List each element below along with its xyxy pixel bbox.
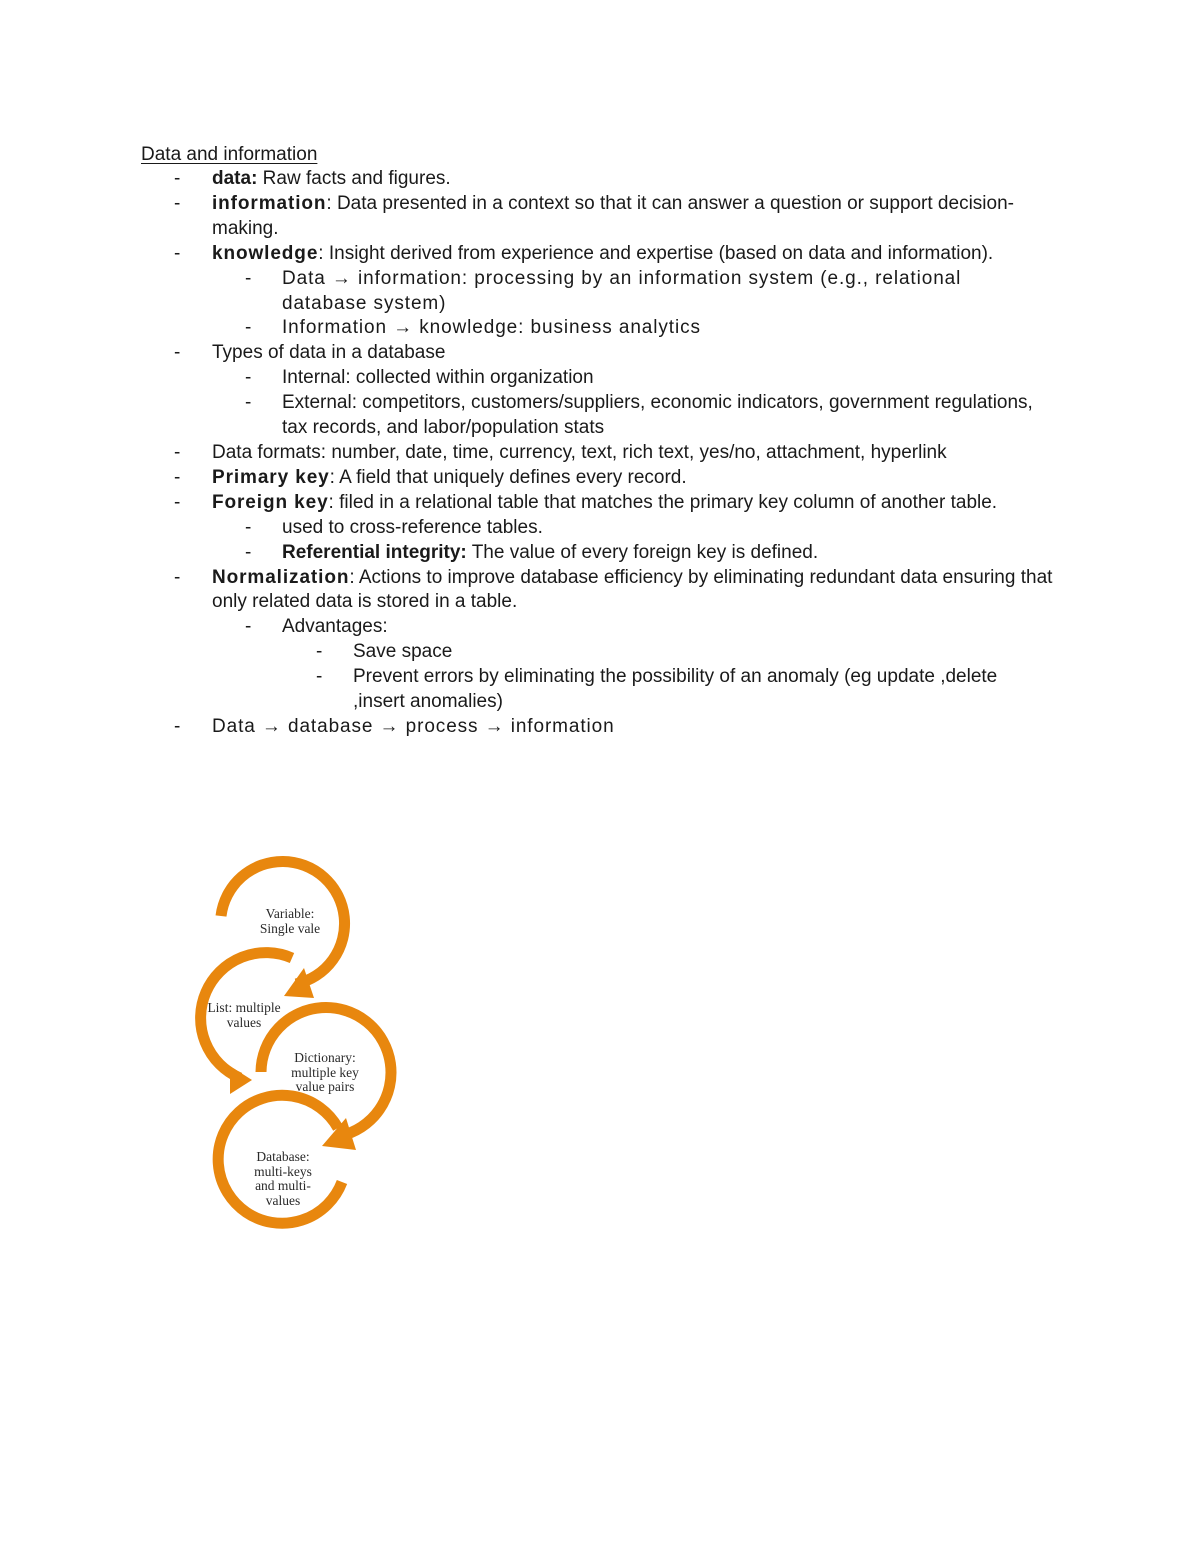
node-label-variable: Variable: Single vale xyxy=(259,906,321,936)
bullet-dash: - xyxy=(174,491,181,513)
bullet-dash: - xyxy=(245,367,252,389)
list-item xyxy=(0,541,1200,566)
definition: Raw facts and figures. xyxy=(257,168,451,189)
definition: : Data presented in a context so that it can answer a question or support decision-making. xyxy=(212,192,1014,239)
item-text xyxy=(212,466,1062,491)
list-item xyxy=(0,640,1200,665)
term-referential-integrity: Referential integrity: xyxy=(282,541,467,563)
item-text: Information → knowledge: business analytics xyxy=(282,317,701,339)
item-text: Data → database → process → information xyxy=(212,715,615,737)
list-item xyxy=(0,267,1200,317)
definition: : filed in a relational table that matches the primary key column of another table. xyxy=(328,491,998,513)
notes-outline xyxy=(0,167,1200,740)
item-text: used to cross-reference tables. xyxy=(282,516,543,538)
bullet-dash: - xyxy=(174,342,181,364)
bullet-dash: - xyxy=(174,192,181,214)
document-heading: Data and information xyxy=(141,144,318,165)
bullet-dash: - xyxy=(245,392,252,414)
list-item xyxy=(0,466,1200,491)
list-item xyxy=(0,192,1200,242)
node-label-list: List: multiple values xyxy=(207,1000,281,1030)
bullet-dash: - xyxy=(245,541,252,563)
bullet-dash: - xyxy=(245,317,252,339)
item-text xyxy=(212,167,1062,192)
list-item xyxy=(0,615,1200,640)
item-text xyxy=(212,566,1062,616)
item-text: Save space xyxy=(353,641,453,663)
term-foreign-key: Foreign key xyxy=(212,491,329,513)
bullet-dash: - xyxy=(174,242,181,264)
data-structure-diagram xyxy=(168,846,408,1256)
bullet-dash: - xyxy=(245,616,252,638)
definition: : Actions to improve database efficiency by eliminating redundant data ensuring that only related data is stored in a table. xyxy=(212,566,1053,613)
item-text: Data formats: number, date, time, currency, text, rich text, yes/no, attachment, hyperlink xyxy=(212,441,947,463)
item-text: Types of data in a database xyxy=(212,342,446,364)
list-item xyxy=(0,491,1200,516)
item-text xyxy=(212,491,1062,516)
list-item xyxy=(0,316,1200,341)
bullet-dash: - xyxy=(174,715,181,737)
list-item xyxy=(0,715,1200,740)
item-text: Internal: collected within organization xyxy=(282,367,594,389)
definition: The value of every foreign key is defined. xyxy=(466,541,819,563)
bullet-dash: - xyxy=(174,566,181,588)
item-text: Prevent errors by eliminating the possibility of an anomaly (eg update ,delete ,insert anomalies) xyxy=(353,666,998,713)
item-text: External: competitors, customers/suppliers, economic indicators, government regulations, tax records, and labor/population stats xyxy=(282,392,1033,439)
list-item xyxy=(0,516,1200,541)
bullet-dash: - xyxy=(174,441,181,463)
bullet-dash: - xyxy=(174,466,181,488)
item-text: Advantages: xyxy=(282,616,388,638)
arrowhead-list xyxy=(230,1066,252,1094)
bullet-dash: - xyxy=(316,641,323,663)
bullet-dash: - xyxy=(245,516,252,538)
list-item xyxy=(0,366,1200,391)
term-primary-key: Primary key xyxy=(212,466,330,488)
list-item xyxy=(0,341,1200,366)
bullet-dash: - xyxy=(316,666,323,688)
bullet-dash: - xyxy=(174,168,181,189)
definition: : A field that uniquely defines every record. xyxy=(329,466,687,488)
item-text xyxy=(282,541,1042,566)
list-item xyxy=(0,566,1200,616)
node-label-dictionary: Dictionary: multiple key value pairs xyxy=(291,1050,359,1094)
item-text xyxy=(212,192,1062,242)
list-item xyxy=(0,391,1200,441)
node-label-database: Database: multi-keys and multi- values xyxy=(254,1149,312,1208)
term-knowledge: knowledge xyxy=(212,242,319,264)
definition: : Insight derived from experience and expertise (based on data and information). xyxy=(318,242,994,264)
list-item xyxy=(0,167,1200,192)
bullet-dash: - xyxy=(245,267,252,289)
term-information: information xyxy=(212,192,327,214)
item-text: Data → information: processing by an information system (e.g., relational database system) xyxy=(282,267,962,314)
list-item xyxy=(0,665,1200,715)
list-item xyxy=(0,242,1200,267)
term-normalization: Normalization xyxy=(212,566,350,588)
term-data: data: xyxy=(212,168,258,189)
list-item xyxy=(0,441,1200,466)
item-text xyxy=(212,242,1062,267)
